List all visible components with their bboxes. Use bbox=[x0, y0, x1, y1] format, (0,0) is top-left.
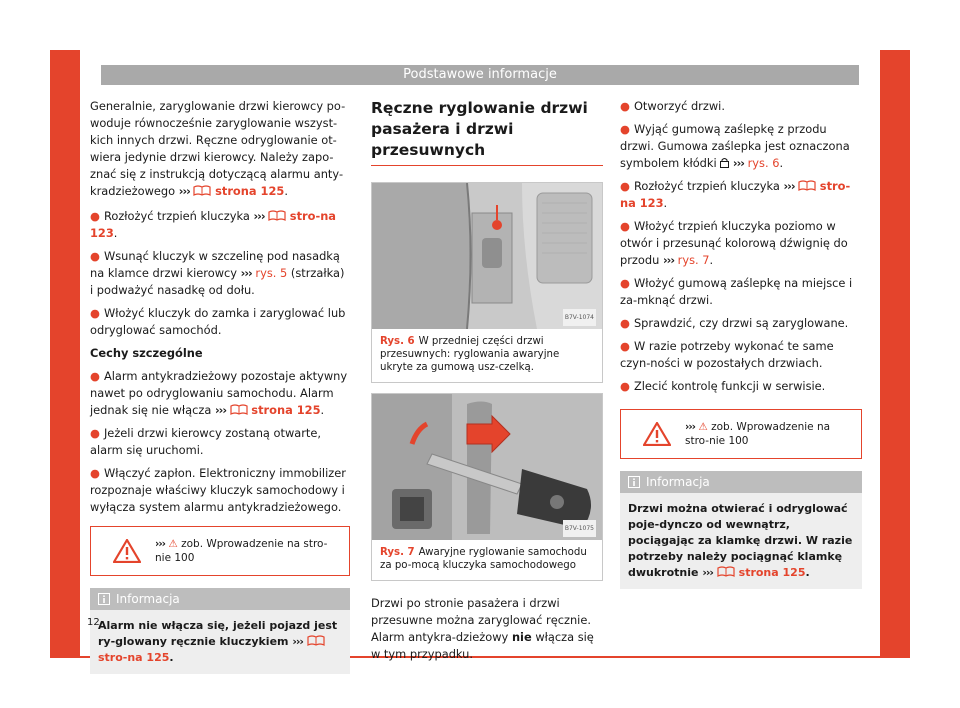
ref-arrows: ››› bbox=[178, 184, 190, 198]
warning-icon bbox=[643, 422, 671, 446]
bullet-item: ● W razie potrzeby wykonać te same czyn-ności w pozostałych drzwiach. bbox=[620, 339, 834, 370]
bullet-text: Zlecić kontrolę funkcji w serwisie. bbox=[633, 379, 826, 393]
mid-paragraph bbox=[371, 595, 603, 663]
info-ref-link[interactable]: strona 125 bbox=[738, 566, 806, 579]
intro-text: Generalnie, zaryglowanie drzwi kierowcy po-woduje równocześnie zaryglowanie wszyst-kich innych drzwi. Ręczne odryglowanie ot-wiera jedynie drzwi kierowcy. Należy zapo-znać się z instrukcją dotyczącą alarmu anty-kradzieżowego bbox=[90, 99, 346, 198]
info-header bbox=[620, 471, 862, 493]
bullet-text: Rozłożyć trzpień kluczyka bbox=[103, 209, 250, 223]
bullet-item: ● Włożyć trzpień kluczyka poziomo w otwór i przesunąć kolorową dźwignię do przodu ››› rys. 7. bbox=[620, 219, 848, 267]
figure-number: Rys. 6 bbox=[380, 336, 415, 347]
figure-6-image bbox=[372, 183, 602, 329]
para-text: włącza się w tym przypadku. bbox=[371, 630, 594, 661]
ref-link[interactable]: rys. 5 bbox=[255, 266, 288, 280]
info-icon bbox=[98, 593, 110, 605]
ref-link[interactable]: stro-na 123 bbox=[90, 209, 336, 240]
bullet-text: Włączyć zapłon. Elektroniczny immobilizer rozpoznaje właściwy kluczyk samochodowy i wyłącza system alarmu antykradzieżowego. bbox=[90, 466, 346, 514]
info-box bbox=[90, 588, 350, 674]
key-lock-illustration bbox=[372, 394, 602, 540]
bullet-tail: . bbox=[320, 403, 325, 417]
bullet-text: Włożyć gumową zaślepkę na miejsce i za-mknąć drzwi. bbox=[620, 276, 853, 307]
door-hinge-illustration bbox=[372, 183, 602, 329]
intro-ref-link[interactable]: strona 125 bbox=[215, 184, 285, 198]
bullet-item: ● Sprawdzić, czy drzwi są zaryglowane. bbox=[620, 316, 849, 330]
bullet-item: ● Wsunąć kluczyk w szczelinę pod nasadką na klamce drzwi kierowcy ››› rys. 5 (strzałka) i podważyć nasadkę od dołu. bbox=[90, 249, 345, 297]
bullet-item: ● Otworzyć drzwi. bbox=[620, 99, 725, 113]
bullet-item: ● Rozłożyć trzpień kluczyka ››› stro-na 123. bbox=[90, 209, 336, 240]
bullet-item: ● Rozłożyć trzpień kluczyka ››› stro-na 123. bbox=[620, 179, 851, 210]
para-bold: nie bbox=[511, 630, 532, 644]
info-title: Informacja bbox=[116, 592, 180, 606]
right-column bbox=[620, 98, 862, 589]
bullet-text: Otworzyć drzwi. bbox=[633, 99, 725, 113]
bullet-text: Alarm antykradzieżowy pozostaje aktywny nawet po odryglowaniu samochodu. Alarm jednak się nie włącza bbox=[90, 369, 348, 417]
ref-link[interactable]: strona 125 bbox=[251, 403, 321, 417]
middle-column bbox=[371, 98, 603, 671]
page-number: 12 bbox=[87, 617, 100, 628]
left-column bbox=[90, 98, 350, 674]
book-icon bbox=[268, 210, 286, 221]
info-title: Informacja bbox=[646, 475, 710, 489]
bullet-tail: . bbox=[113, 226, 118, 240]
warning-box: ››› ⚠ zob. Wprowadzenie na stro-nie 100 bbox=[620, 409, 862, 459]
figure-7-image bbox=[372, 394, 602, 540]
warning-text: zob. Wprowadzenie na stro-nie 100 bbox=[685, 421, 831, 447]
info-ref-link[interactable]: stro-na 125 bbox=[98, 651, 170, 664]
info-body: Drzwi można otwierać i odryglować poje-dynczo od wewnątrz, pociągając za klamkę drzwi. W razie potrzeby należy pociągnąć klamkę dwukrotnie ››› strona 125. bbox=[628, 502, 853, 579]
ref-link[interactable]: rys. 6 bbox=[747, 156, 780, 170]
book-icon bbox=[798, 180, 816, 191]
figure-code: B7V-1075 bbox=[563, 520, 596, 537]
para-text: Drzwi po stronie pasażera i drzwi przesuwne można zaryglować ręcznie. Alarm antykra-dzieżowy bbox=[371, 596, 591, 644]
info-icon bbox=[628, 476, 640, 488]
figure-caption bbox=[372, 540, 602, 580]
info-text: Drzwi można otwierać i odryglować poje-dynczo od wewnątrz, pociągając za klamkę drzwi. W razie potrzeby należy pociągnąć klamkę dwukrotnie bbox=[628, 502, 853, 579]
ref-link[interactable]: rys. 7 bbox=[677, 253, 710, 267]
caption-text: Awaryjne ryglowanie samochodu za po-mocą kluczyka samochodowego bbox=[380, 547, 587, 571]
bullet-text: Wyjąć gumową zaślepkę z przodu drzwi. Gumowa zaślepka jest oznaczona symbolem kłódki bbox=[620, 122, 850, 170]
info-body: Alarm nie włącza się, jeżeli pojazd jest ry-glowany ręcznie kluczykiem ››› stro-na 125. bbox=[98, 619, 338, 664]
figure-6 bbox=[371, 182, 603, 383]
bullet-item: ● Włączyć zapłon. Elektroniczny immobilizer rozpoznaje właściwy kluczyk samochodowy i wyłącza system alarmu antykradzieżowego. bbox=[90, 466, 346, 514]
small-warning-icon: ⚠ bbox=[698, 421, 708, 433]
bullet-item: ● Włożyć kluczyk do zamka i zaryglować lub odryglować samochód. bbox=[90, 306, 346, 337]
bullet-item: ● Włożyć gumową zaślepkę na miejsce i za-mknąć drzwi. bbox=[620, 276, 853, 307]
bullet-item: ● Wyjąć gumową zaślepkę z przodu drzwi. Gumowa zaślepka jest oznaczona symbolem kłódki ››› rys. 6. bbox=[620, 122, 850, 170]
figure-code: B7V-1074 bbox=[563, 309, 596, 326]
small-warning-icon: ⚠ bbox=[168, 538, 178, 550]
caption-text: W przedniej części drzwi przesuwnych: ryglowania awaryjne ukryte za gumową usz-czelką. bbox=[380, 336, 560, 373]
bullet-item: ● Jeżeli drzwi kierowcy zostaną otwarte, alarm się uruchomi. bbox=[90, 426, 322, 457]
warning-text: zob. Wprowadzenie na stro-nie 100 bbox=[155, 538, 328, 564]
ref-link[interactable]: stro-na 123 bbox=[620, 179, 851, 210]
bullet-item: ● Alarm antykradzieżowy pozostaje aktywny nawet po odryglowaniu samochodu. Alarm jednak się nie włącza ››› strona 125. bbox=[90, 369, 348, 417]
figure-number: Rys. 7 bbox=[380, 547, 415, 558]
page-header: Podstawowe informacje bbox=[101, 65, 859, 85]
warning-icon bbox=[113, 539, 141, 563]
bullet-text: Wsunąć kluczyk w szczelinę pod nasadką na klamce drzwi kierowcy bbox=[90, 249, 340, 280]
info-header bbox=[90, 588, 350, 610]
book-icon bbox=[230, 404, 248, 415]
bullet-text: Włożyć kluczyk do zamka i zaryglować lub odryglować samochód. bbox=[90, 306, 346, 337]
bullet-item: ● Zlecić kontrolę funkcji w serwisie. bbox=[620, 379, 826, 393]
book-icon bbox=[717, 566, 735, 577]
bullet-text: Jeżeli drzwi kierowcy zostaną otwarte, alarm się uruchomi. bbox=[90, 426, 322, 457]
bullet-text: Włożyć trzpień kluczyka poziomo w otwór i przesunąć kolorową dźwignię do przodu bbox=[620, 219, 848, 267]
subheading: Cechy szczególne bbox=[90, 346, 203, 360]
figure-7 bbox=[371, 393, 603, 581]
figure-caption bbox=[372, 329, 602, 382]
book-icon bbox=[307, 635, 325, 646]
padlock-icon bbox=[720, 157, 729, 168]
book-icon bbox=[193, 185, 211, 196]
info-box bbox=[620, 471, 862, 589]
bullet-text: Sprawdzić, czy drzwi są zaryglowane. bbox=[633, 316, 849, 330]
warning-box: ››› ⚠ zob. Wprowadzenie na stro-nie 100 bbox=[90, 526, 350, 576]
info-text: Alarm nie włącza się, jeżeli pojazd jest ry-glowany ręcznie kluczykiem bbox=[98, 619, 338, 648]
bullet-text: W razie potrzeby wykonać te same czyn-ności w pozostałych drzwiach. bbox=[620, 339, 834, 370]
section-title: Ręczne ryglowanie drzwi pasażera i drzwi przesuwnych bbox=[371, 98, 603, 166]
bullet-tail: (strzałka) i podważyć nasadkę od dołu. bbox=[90, 266, 345, 297]
intro-paragraph: Generalnie, zaryglowanie drzwi kierowcy po-woduje równocześnie zaryglowanie wszyst-kich innych drzwi. Ręczne odryglowanie ot-wiera jedynie drzwi kierowcy. Należy zapo-znać się z instrukcją dotyczącą alarmu anty-kradzieżowego ››› strona 125. bbox=[90, 99, 346, 198]
bullet-text: Rozłożyć trzpień kluczyka bbox=[633, 179, 780, 193]
